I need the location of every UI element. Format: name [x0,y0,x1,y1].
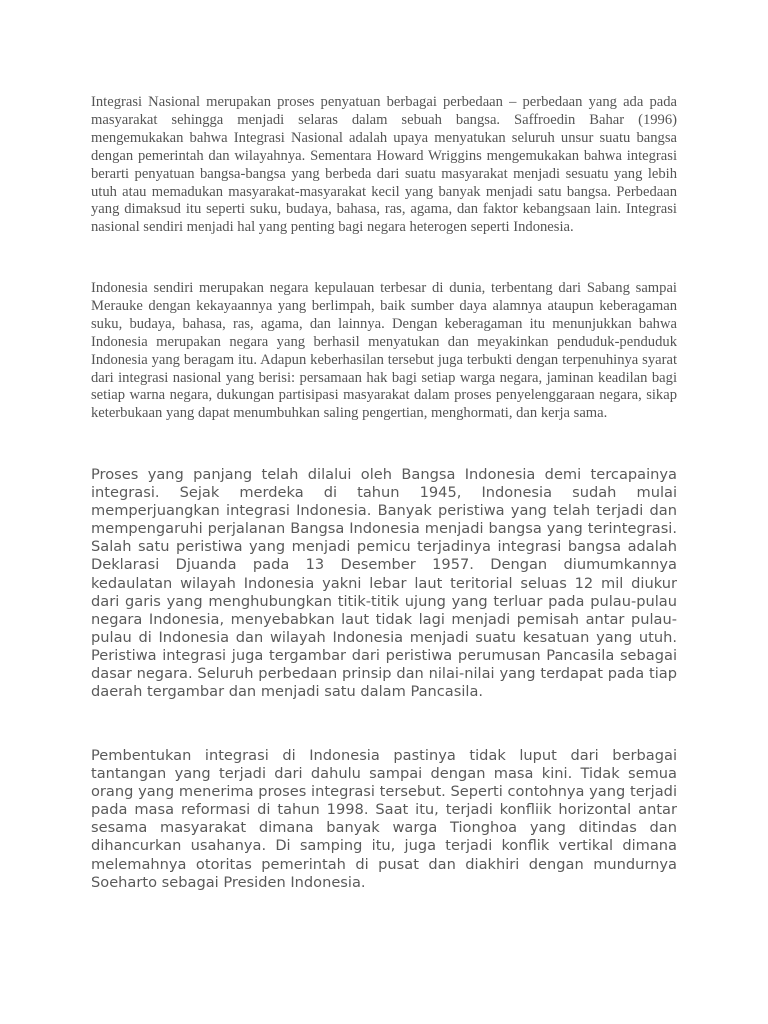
paragraph-4: Pembentukan integrasi di Indonesia pastinya tidak luput dari berbagai tantangan yang terjadi dari dahulu sampai dengan masa kini. Tidak semua orang yang menerima proses integrasi tersebut. Seperti contohnya yang terjadi pada masa reformasi di tahun 1998. Saat itu, terjadi konfliik horizontal antar sesama masyarakat dimana banyak warga Tionghoa yang ditindas dan dihancurkan usahanya. Di samping itu, juga terjadi konflik vertikal dimana melemahnya otoritas pemerintah di pusat dan diakhiri dengan mundurnya Soeharto sebagai Presiden Indonesia. [91,747,677,891]
paragraph-1: Integrasi Nasional merupakan proses penyatuan berbagai perbedaan – perbedaan yang ada pada masyarakat sehingga menjadi selaras dalam sebuah bangsa. Saffroedin Bahar (1996) mengemukakan bahwa Integrasi Nasional adalah upaya menyatukan seluruh unsur suatu bangsa dengan pemerintah dan wilayahnya. Sementara Howard Wriggins mengemukakan bahwa integrasi berarti penyatuan bangsa-bangsa yang berbeda dari suatu masyarakat menjadi sesuatu yang lebih utuh atau memadukan masyarakat-masyarakat kecil yang banyak menjadi satu bangsa. Perbedaan yang dimaksud itu seperti suku, budaya, bahasa, ras, agama, dan faktor kebangsaan lain. Integrasi nasional sendiri menjadi hal yang penting bagi negara heterogen seperti Indonesia. [91,94,677,236]
paragraph-3: Proses yang panjang telah dilalui oleh Bangsa Indonesia demi tercapainya integrasi. Sejak merdeka di tahun 1945, Indonesia sudah mulai memperjuangkan integrasi Indonesia. Banyak peristiwa yang telah terjadi dan mempengaruhi perjalanan Bangsa Indonesia menjadi bangsa yang terintegrasi. Salah satu peristiwa yang menjadi pemicu terjadinya integrasi bangsa adalah Deklarasi Djuanda pada 13 Desember 1957. Dengan diumumkannya kedaulatan wilayah Indonesia yakni lebar laut teritorial seluas 12 mil diukur dari garis yang menghubungkan titik-titik ujung yang terluar pada pulau-pulau negara Indonesia, menyebabkan laut tidak lagi menjadi pemisah antar pulau-pulau di Indonesia dan wilayah Indonesia menjadi suatu kesatuan yang utuh. Peristiwa integrasi juga tergambar dari peristiwa perumusan Pancasila sebagai dasar negara. Seluruh perbedaan prinsip dan nilai-nilai yang terdapat pada tiap daerah tergambar dan menjadi satu dalam Pancasila. [91,466,677,701]
paragraph-2: Indonesia sendiri merupakan negara kepulauan terbesar di dunia, terbentang dari Sabang sampai Merauke dengan kekayaannya yang berlimpah, baik sumber daya alamnya ataupun keberagaman suku, budaya, bahasa, ras, agama, dan lainnya. Dengan keberagaman itu menunjukkan bahwa Indonesia merupakan negara yang berhasil menyatukan dan meyakinkan penduduk-penduduk Indonesia yang beragam itu. Adapun keberhasilan tersebut juga terbukti dengan terpenuhinya syarat dari integrasi nasional yang berisi: persamaan hak bagi setiap warga negara, jaminan keadilan bagi setiap warna negara, dukungan partisipasi masyarakat dalam proses penyelenggaraan negara, sikap keterbukaan yang dapat menumbuhkan saling pengertian, menghormati, dan kerja sama. [91,280,677,422]
